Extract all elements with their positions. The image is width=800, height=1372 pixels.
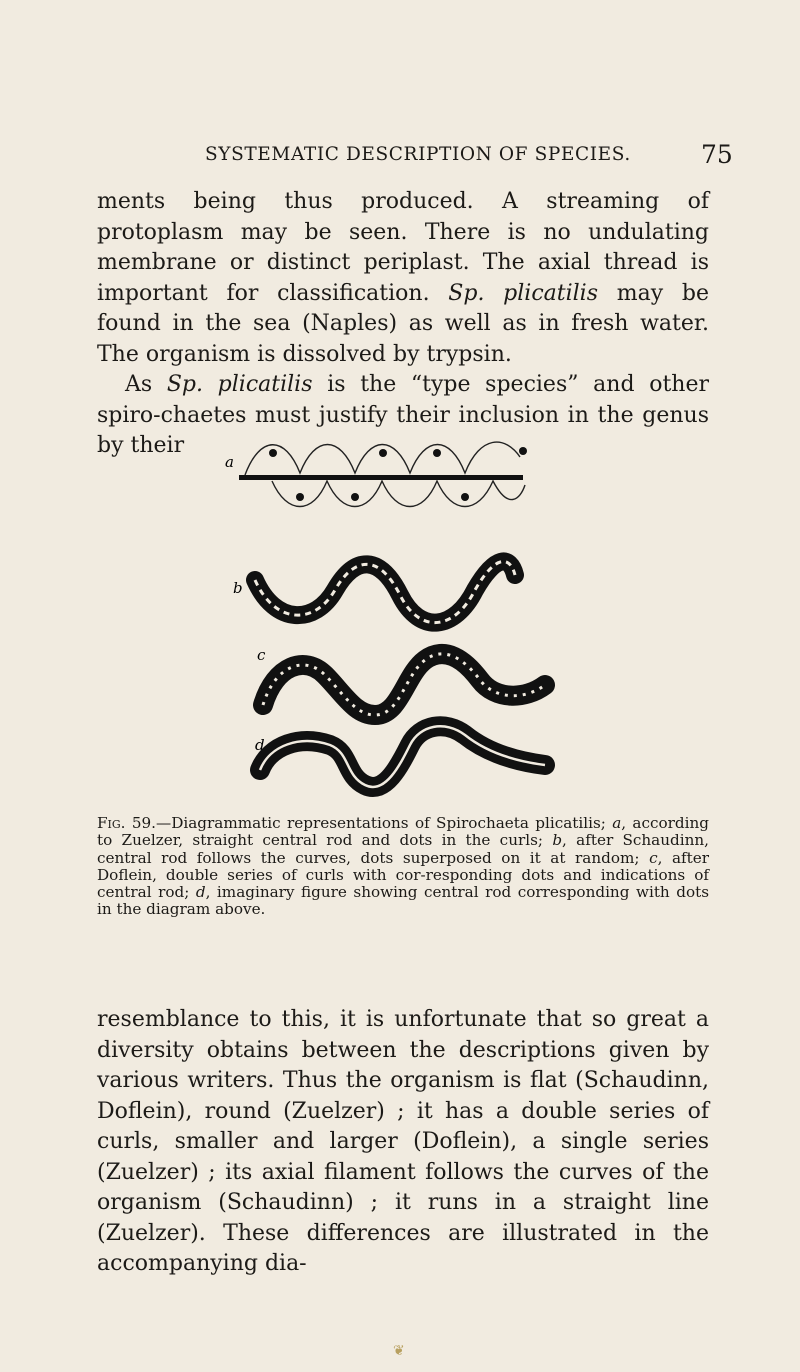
caption-letter: c: [649, 848, 658, 867]
label-b: b: [233, 579, 243, 597]
caption-text: , according to Zuelzer, straight central rod and dots in the curls;: [97, 814, 709, 850]
curl-dots: [269, 447, 527, 501]
figure-caption: [97, 815, 709, 919]
figure-59: [225, 415, 575, 800]
page-number: 75: [701, 140, 733, 169]
species-name: Sp. plicatilis: [166, 372, 313, 397]
text-run: ments being thus produced. A streaming of protoplasm may be seen. There is no undulating membrane or distinct periplast. The axial thread is important for classification.: [97, 189, 709, 306]
central-rod: [239, 475, 523, 480]
text-run: is the “type species” and other spiro-chaetes must justify their inclusion in the genus by their: [97, 372, 709, 458]
text-run: may be found in the sea (Naples) as well as in fresh water. The organism is dissolved by trypsin.: [97, 280, 709, 367]
upper-curls: [245, 442, 520, 475]
spirochaeta-illustration: [225, 415, 575, 800]
caption-text: , after Doflein, double series of curls with cor-responding dots and indications of central rod;: [97, 848, 709, 902]
paragraph: [97, 187, 709, 370]
diagram-a: [225, 442, 527, 506]
label-a: a: [225, 453, 234, 471]
caption-text: —Diagrammatic representations of Spirochaeta plicatilis;: [156, 814, 613, 832]
text-run: As: [125, 372, 167, 397]
caption-fig-number: Fig. 59.: [97, 814, 156, 832]
body-c: [263, 654, 545, 715]
caption-text: , after Schaudinn, central rod follows the curves, dots superposed on it at random;: [97, 831, 709, 867]
running-head: SYSTEMATIC DESCRIPTION OF SPECIES.: [205, 144, 631, 165]
diagram-c: [257, 646, 545, 715]
body-d: [260, 726, 545, 787]
ornament-mark: ❦: [393, 1343, 405, 1359]
label-d: d: [255, 736, 265, 754]
lower-curls: [272, 481, 525, 507]
body-b: [255, 561, 515, 622]
species-name: Sp. plicatilis: [448, 280, 599, 306]
caption-text: , imaginary figure showing central rod corresponding with dots in the diagram above.: [97, 883, 709, 919]
body-text-bottom: [97, 1005, 709, 1280]
caption-letter: b: [552, 831, 563, 850]
label-c: c: [257, 646, 266, 664]
diagram-d: [255, 726, 545, 787]
caption-letter: a: [612, 814, 622, 832]
caption-letter: d: [195, 883, 206, 902]
diagram-b: [233, 561, 515, 622]
page-header: [0, 140, 800, 180]
paragraph: resemblance to this, it is unfortunate that so great a diversity obtains between the descriptions given by various writers. Thus the organism is flat (Schaudinn, Doflein), round (Zuelzer) ; it has a double series of curls, smaller and larger (Doflein), a single series (Zuelzer) ; its axial filament follows the curves of the organism (Schaudinn) ; it runs in a straight line (Zuelzer). These differences are illustrated in the accompanying dia-: [97, 1007, 709, 1276]
